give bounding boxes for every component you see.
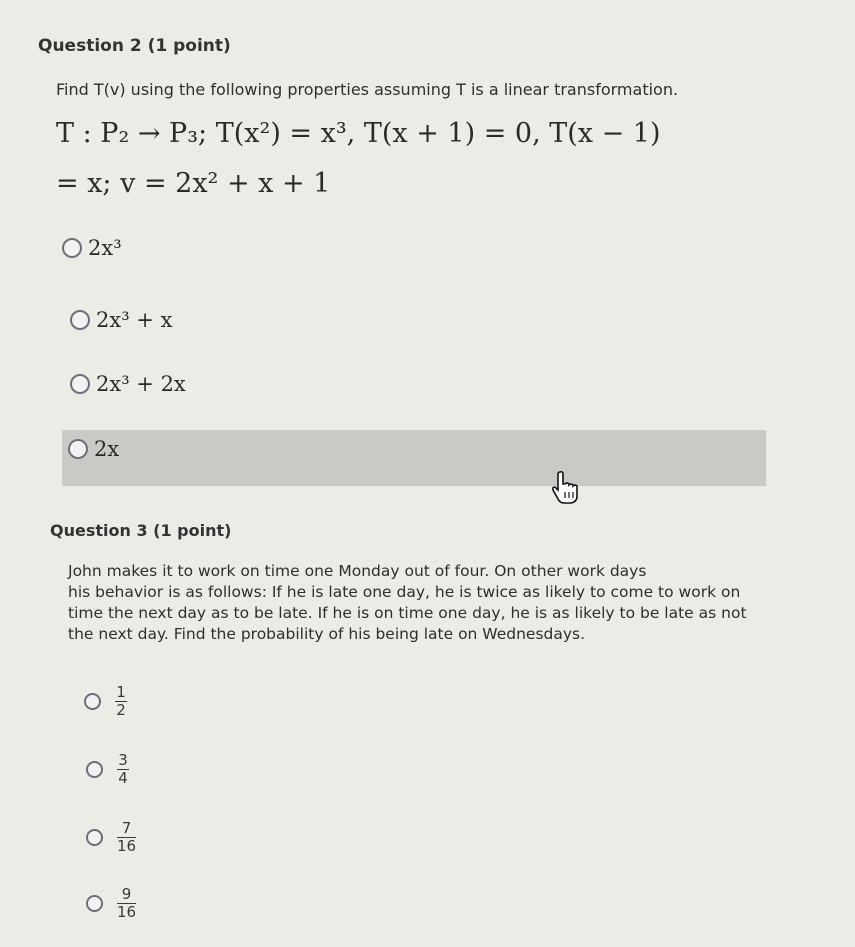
question-2-formula-line1: T : P₂ → P₃; T(x²) = x³, T(x + 1) = 0, T(x − 1) xyxy=(56,118,661,149)
radio-button[interactable] xyxy=(62,238,82,258)
prompt-line: his behavior is as follows: If he is late one day, he is twice as likely to come to work on xyxy=(68,583,741,601)
radio-button[interactable] xyxy=(86,895,103,912)
numerator: 9 xyxy=(121,885,132,903)
option-label: 2x³ + 2x xyxy=(96,372,186,396)
radio-button[interactable] xyxy=(68,439,88,459)
numerator: 3 xyxy=(118,751,128,769)
denominator: 4 xyxy=(118,769,128,787)
q2-option-4[interactable] xyxy=(68,437,119,461)
question-2-prompt: Find T(v) using the following properties assuming T is a linear transformation. xyxy=(56,80,679,99)
denominator: 16 xyxy=(117,837,137,855)
q3-option-1[interactable] xyxy=(84,684,127,719)
q3-option-4[interactable] xyxy=(86,886,136,921)
option-label: 2x xyxy=(94,437,120,461)
radio-button[interactable] xyxy=(84,693,101,710)
question-2-formula-line2: = x; v = 2x² + x + 1 xyxy=(56,168,331,199)
q3-option-3[interactable] xyxy=(86,820,136,855)
q3-option-2[interactable] xyxy=(86,752,129,787)
prompt-line: time the next day as to be late. If he is on time one day, he is as likely to be late as not xyxy=(68,604,747,622)
question-3-prompt xyxy=(68,561,808,645)
fraction xyxy=(117,820,136,855)
radio-button[interactable] xyxy=(86,761,103,778)
hand-pointer-icon xyxy=(550,470,582,506)
question-3-title: Question 3 (1 point) xyxy=(50,521,232,540)
radio-button[interactable] xyxy=(70,310,90,330)
denominator: 16 xyxy=(117,903,137,921)
radio-button[interactable] xyxy=(86,829,103,846)
numerator: 7 xyxy=(121,819,132,837)
prompt-line: John makes it to work on time one Monday out of four. On other work days xyxy=(68,562,647,580)
radio-button[interactable] xyxy=(70,374,90,394)
option-label: 2x³ xyxy=(88,236,122,260)
q2-option-4-hover[interactable] xyxy=(62,430,766,486)
question-2-title: Question 2 (1 point) xyxy=(38,36,231,56)
prompt-line: the next day. Find the probability of his being late on Wednesdays. xyxy=(68,625,586,643)
fraction xyxy=(117,752,129,787)
option-label: 2x³ + x xyxy=(96,308,173,332)
fraction xyxy=(117,886,136,921)
q2-option-1[interactable] xyxy=(62,236,122,260)
denominator: 2 xyxy=(116,701,126,719)
numerator: 1 xyxy=(116,683,126,701)
q2-option-3[interactable] xyxy=(70,372,186,396)
q2-option-2[interactable] xyxy=(70,308,172,332)
fraction xyxy=(115,684,127,719)
